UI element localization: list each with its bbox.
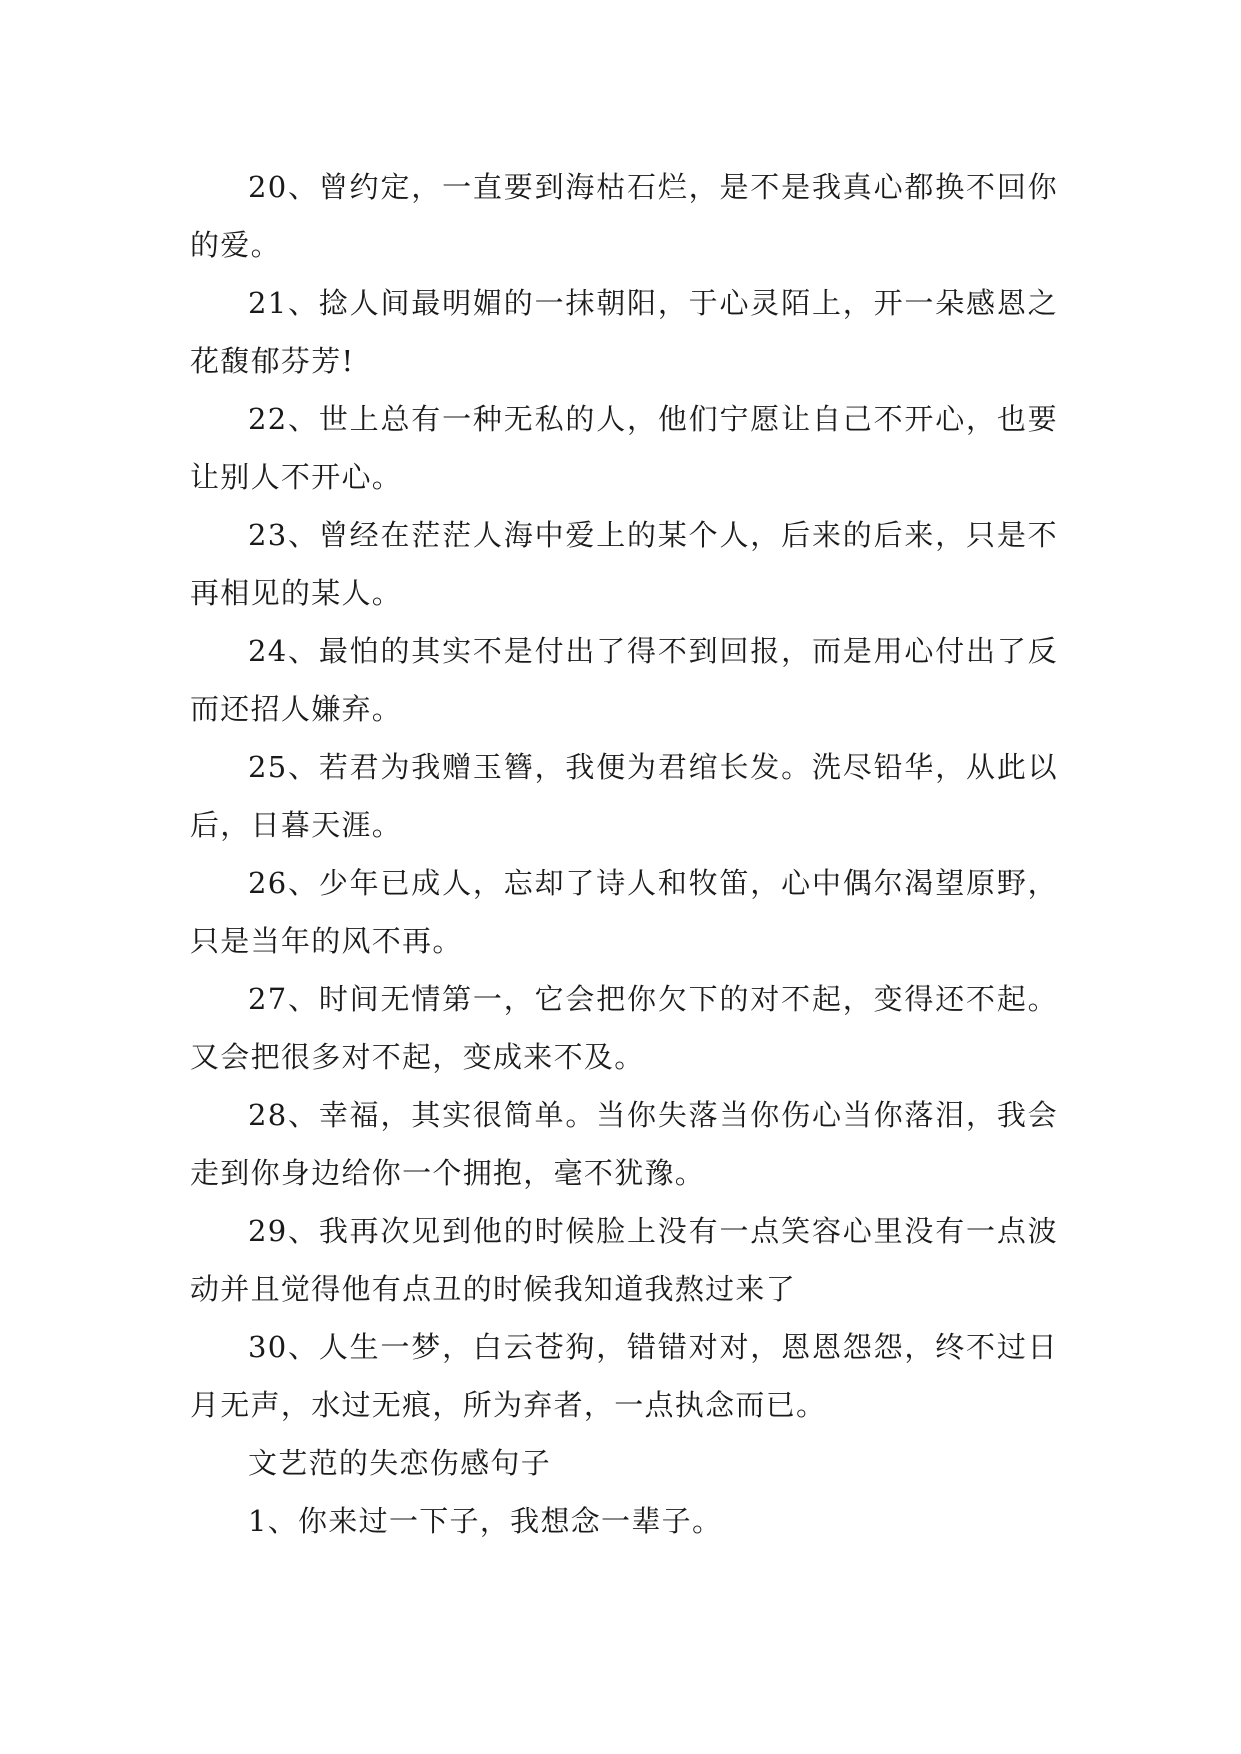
paragraph-30: 30、人生一梦，白云苍狗，错错对对，恩恩怨怨，终不过日月无声，水过无痕，所为弃者，一点执念而已。 [190,1330,1058,1422]
paragraph-27: 27、时间无情第一，它会把你欠下的对不起，变得还不起。又会把很多对不起，变成来不及。 [190,982,1058,1074]
section-heading: 文艺范的失恋伤感句子 [248,1446,552,1480]
section-paragraph-1: 1、你来过一下子，我想念一辈子。 [248,1504,723,1538]
paragraph-24: 24、最怕的其实不是付出了得不到回报，而是用心付出了反而还招人嫌弃。 [190,634,1058,726]
paragraph-23: 23、曾经在茫茫人海中爱上的某个人，后来的后来，只是不再相见的某人。 [190,518,1058,610]
paragraph-26: 26、少年已成人，忘却了诗人和牧笛，心中偶尔渴望原野，只是当年的风不再。 [190,866,1058,958]
paragraph-29: 29、我再次见到他的时候脸上没有一点笑容心里没有一点波动并且觉得他有点丑的时候我知道我熬过来了 [190,1214,1058,1306]
paragraph-25: 25、若君为我赠玉簪，我便为君绾长发。洗尽铅华，从此以后，日暮天涯。 [190,750,1058,842]
document-body [190,158,1058,1550]
paragraph-28: 28、幸福，其实很简单。当你失落当你伤心当你落泪，我会走到你身边给你一个拥抱，毫不犹豫。 [190,1098,1058,1190]
paragraph-21: 21、捻人间最明媚的一抹朝阳，于心灵陌上，开一朵感恩之花馥郁芬芳! [190,286,1058,378]
paragraph-22: 22、世上总有一种无私的人，他们宁愿让自己不开心，也要让别人不开心。 [190,402,1058,494]
paragraph-20: 20、曾约定，一直要到海枯石烂，是不是我真心都换不回你的爱。 [190,170,1058,262]
